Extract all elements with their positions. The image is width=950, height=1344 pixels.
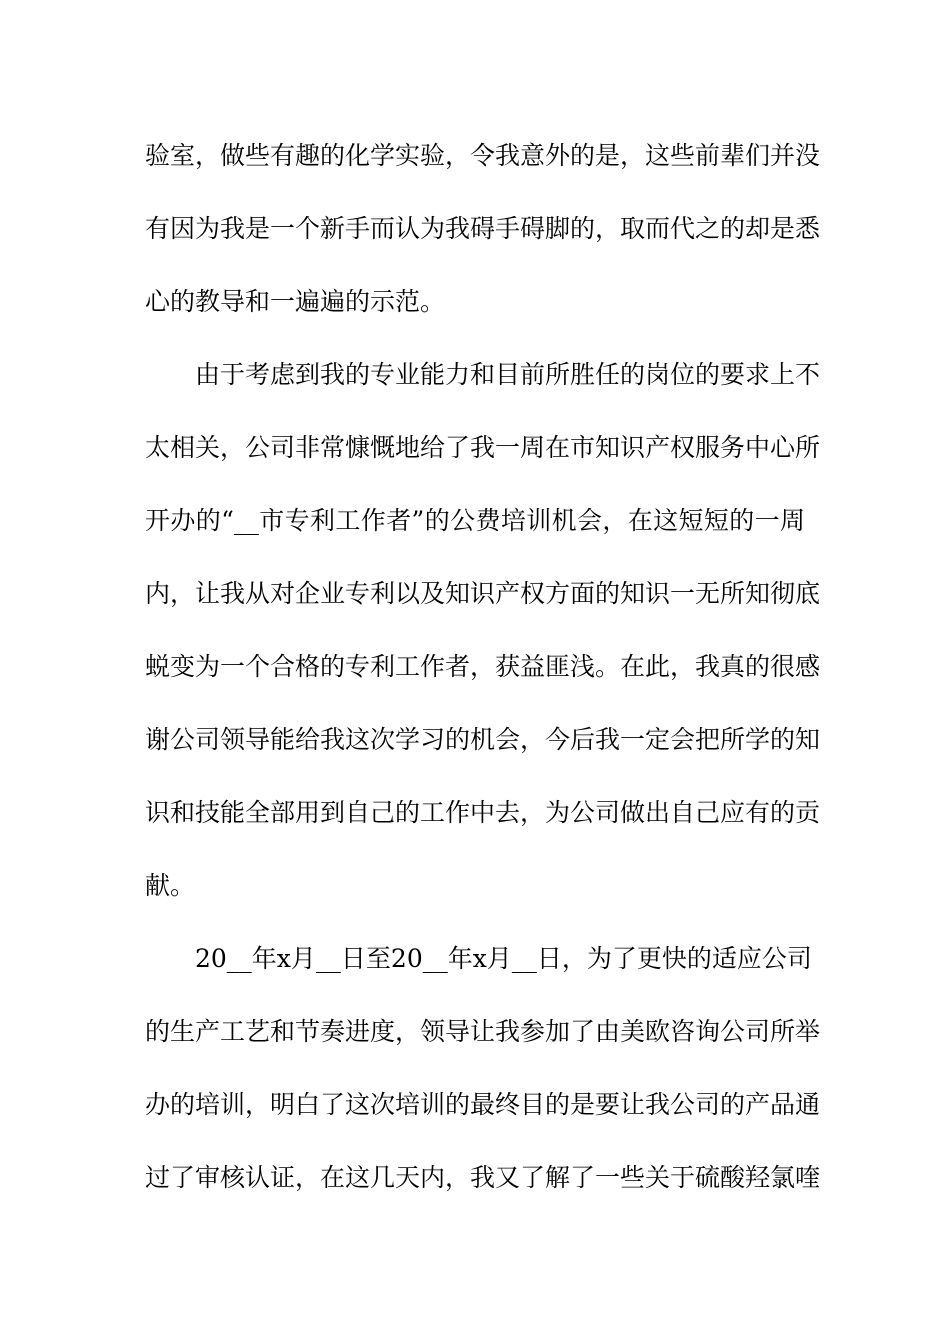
text-line: 20__年x月__日至20__年x月__日，为了更快的适应公司: [195, 944, 812, 973]
text-line: 识和技能全部用到自己的工作中去，为公司做出自己应有的贡: [145, 798, 821, 827]
text-line: 献。: [145, 871, 196, 900]
text-line: 心的教导和一遍遍的示范。: [145, 287, 446, 316]
text-line: 谢公司领导能给我这次学习的机会，今后我一定会把所学的知: [145, 725, 821, 754]
text-line: 由于考虑到我的专业能力和目前所胜任的岗位的要求上不: [195, 360, 821, 389]
text-line: 内，让我从对企业专利以及知识产权方面的知识一无所知彻底: [145, 579, 821, 608]
text-line: 有因为我是一个新手而认为我碍手碍脚的，取而代之的却是悉: [145, 214, 821, 243]
text-line: 蜕变为一个合格的专利工作者，获益匪浅。在此，我真的很感: [145, 652, 821, 681]
text-line: 的生产工艺和节奏进度，领导让我参加了由美欧咨询公司所举: [145, 1017, 821, 1046]
text-line: 办的培训，明白了这次培训的最终目的是要让我公司的产品通: [145, 1090, 821, 1119]
text-line: 开办的“__市专利工作者”的公费培训机会，在这短短的一周: [145, 506, 805, 535]
text-line: 过了审核认证，在这几天内，我又了解了一些关于硫酸羟氯喹: [145, 1163, 821, 1192]
text-line: 验室，做些有趣的化学实验，令我意外的是，这些前辈们并没: [145, 141, 821, 170]
text-line: 太相关，公司非常慷慨地给了我一周在市知识产权服务中心所: [145, 433, 821, 462]
